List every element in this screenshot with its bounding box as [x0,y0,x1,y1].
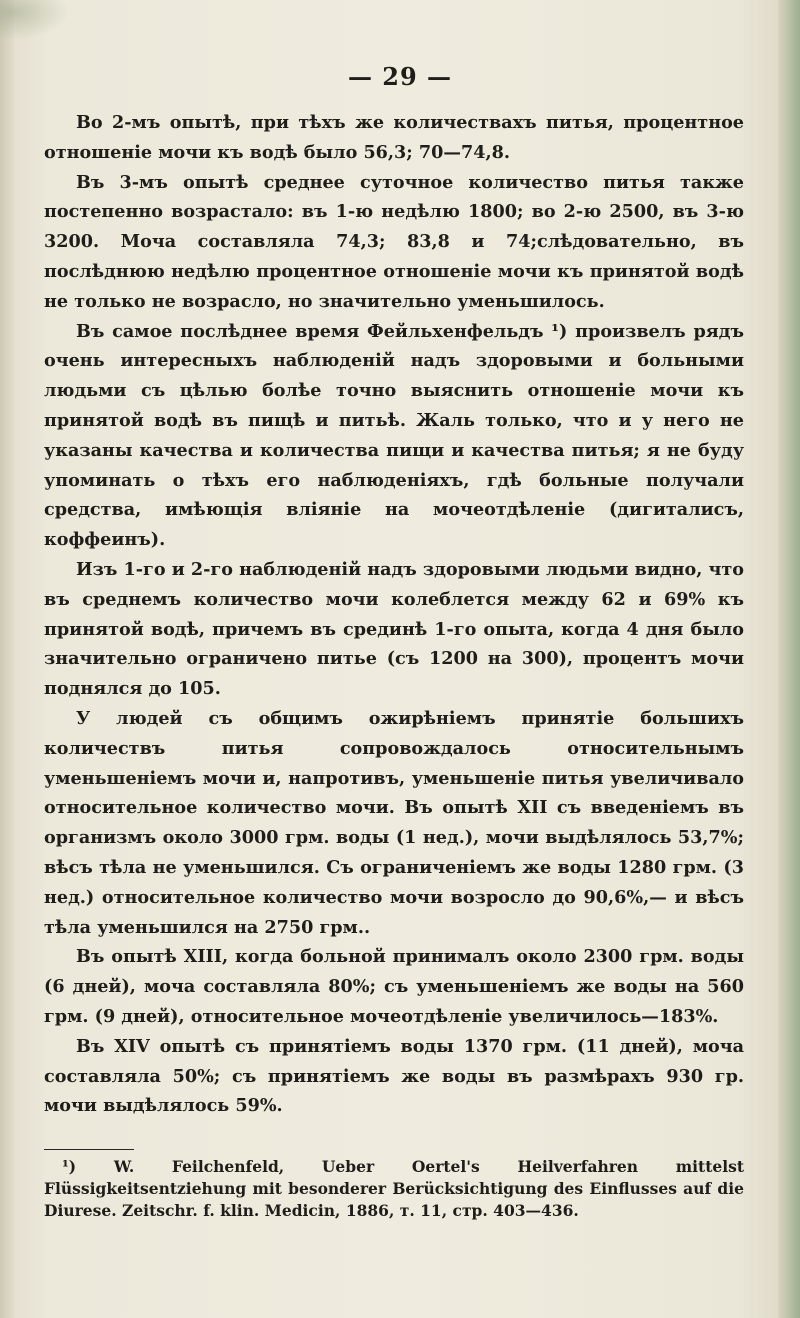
paragraph-3: Въ самое послѣднее время Фейльхенфельдъ ¹) произвелъ рядъ очень интересныхъ наблюденій надъ здоровыми и больными людьми съ цѣлью болѣе точно выяснить отношеніе мочи къ принятой водѣ въ пищѣ и питьѣ. Жаль только, что и у него не указаны качества и количества пищи и качества питья; я не буду упоминать о тѣхъ его наблюденіяхъ, гдѣ больные получали средства, имѣющія вліяніе на мочеотдѣленіе (дигиталисъ, коффеинъ). [44,320,744,551]
paragraph-7: Въ XIV опытѣ съ принятіемъ воды 1370 грм. (11 дней), моча составляла 50%; съ принятіемъ же воды въ размѣрахъ 930 гр. мочи выдѣлялось 59%. [44,1035,744,1117]
footnote-divider [44,1149,134,1150]
page-edge-left [0,0,14,1318]
footnote-text: ¹) W. Feilchenfeld, Ueber Oertel's Heilverfahren mittelst Flüssigkeitsentziehung mit besonderer Berücksichtigung des Einflusses auf die Diurese. Zeitschr. f. klin. Medicin, 1886, т. 11, стр. 403—436. [44,1157,744,1220]
paragraph-2: Въ 3-мъ опытѣ среднее суточное количество питья также постепенно возрастало: въ 1-ю недѣлю 1800; во 2-ю 2500, въ 3-ю 3200. Моча составляла 74,3; 83,8 и 74;слѣдовательно, въ послѣднюю недѣлю процентное отношеніе мочи къ принятой водѣ не только не возрасло, но значительно уменьшилось. [44,171,744,312]
paper-stain [0,0,70,40]
paragraph-6: Въ опытѣ XIII, когда больной принималъ около 2300 грм. воды (6 дней), моча составляла 80%; съ уменьшеніемъ же воды на 560 грм. (9 дней), относительное мочеотдѣленіе увеличилось—183%. [44,946,744,1027]
paragraph-1: Во 2-мъ опытѣ, при тѣхъ же количествахъ питья, процентное отношеніе мочи къ водѣ было 56,3; 70—74,8. [44,112,744,163]
paragraph-5: У людей съ общимъ ожирѣніемъ принятіе большихъ количествъ питья сопровождалось относительнымъ уменьшеніемъ мочи и, напротивъ, уменьшеніе питья увеличивало относительное количество мочи. Въ опытѣ XII съ введеніемъ въ организмъ около 3000 грм. воды (1 нед.), мочи выдѣлялось 53,7%; вѣсъ тѣла не уменьшился. Съ ограниченіемъ же воды 1280 грм. (3 нед.) относительное количество мочи возросло до 90,6%,— и вѣсъ тѣла уменьшился на 2750 грм.. [44,707,744,938]
footnote [44,1156,744,1222]
page-number: — 29 — [347,62,453,91]
paragraph-4: Изъ 1-го и 2-го наблюденій надъ здоровыми людьми видно, что въ среднемъ количество мочи колеблется между 62 и 69% къ принятой водѣ, причемъ въ срединѣ 1-го опыта, когда 4 дня было значительно ограничено питье (съ 1200 на 300), процентъ мочи поднялся до 105. [44,558,744,700]
page-edge-right [778,0,800,1318]
main-text [44,108,744,1121]
